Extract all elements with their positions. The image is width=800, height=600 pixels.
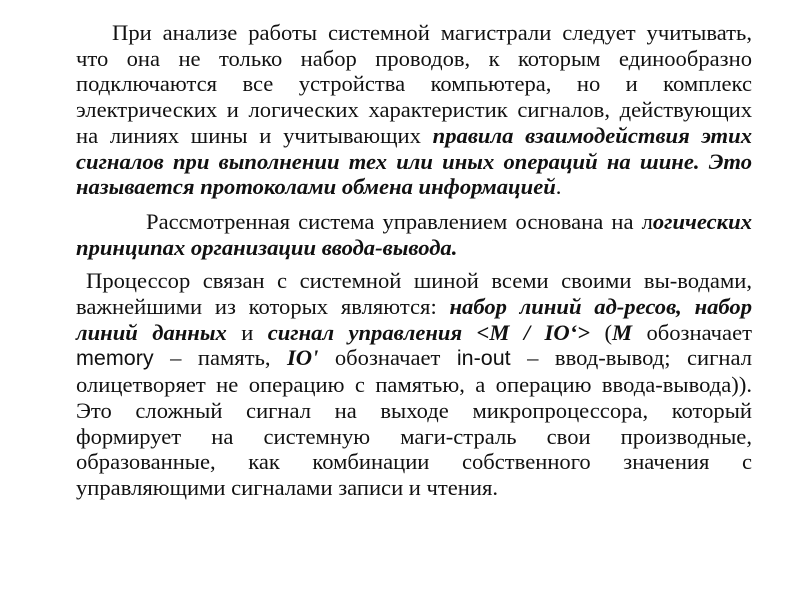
paragraph3-inout-word: in-out [456,346,511,371]
paragraph1-text: При анализе работы системной магистрали следует учитывать, что она не только набор проводов, к которым единообразно подключаются все устройства компьютера, но и комплекс электрических и логических характеристик сигналов, действующих на линиях шины и учитывающих [76,20,752,148]
paragraph-system-bus-protocols [76,20,752,200]
paragraph1-emphasis: правила взаимодействия этих сигналов при выполнении тех или иных операций на шине. Это называется протоколами обмена информацией [76,122,752,200]
paragraph3-and: и [226,319,268,345]
paragraph3-memory-ru: – память, [153,345,288,371]
paragraph-processor-bus [76,268,752,500]
paragraph3-memory-word: memory [76,346,154,371]
paragraph1-period: . [555,174,562,200]
paragraph3-paren-open: ( [590,319,612,345]
paragraph3-m-letter: M [611,319,633,345]
document-page [76,20,752,501]
paragraph2-emphasis: огических принципах организации ввода-вывода. [76,208,752,260]
paragraph-control-system [76,209,752,260]
paragraph3-means-1: обозначает [632,319,752,345]
paragraph3-rest: – ввод-вывод; сигнал олицетворяет не операцию с памятью, а операцию ввода-вывода)). Это сложный сигнал на выходе микропроцессора, который формирует на системную маги-страль свои производные, образованные, как комбинации собственного значения с управляющими сигналами записи и чтения. [76,345,752,500]
paragraph3-means-2: обозначает [318,345,457,371]
paragraph3-emphasis-signal: сигнал управления <M / IO‘> [267,319,591,345]
paragraph3-io-letter: IO' [287,345,319,371]
paragraph3-emphasis-lines: набор линий ад-ресов, набор линий данных [76,294,752,345]
paragraph2-text: Рассмотренная система управлением основана на л [146,208,653,234]
paragraph3-text: Процессор связан с системной шиной всеми своими вы-водами, важнейшими из которых являются: [76,268,752,320]
